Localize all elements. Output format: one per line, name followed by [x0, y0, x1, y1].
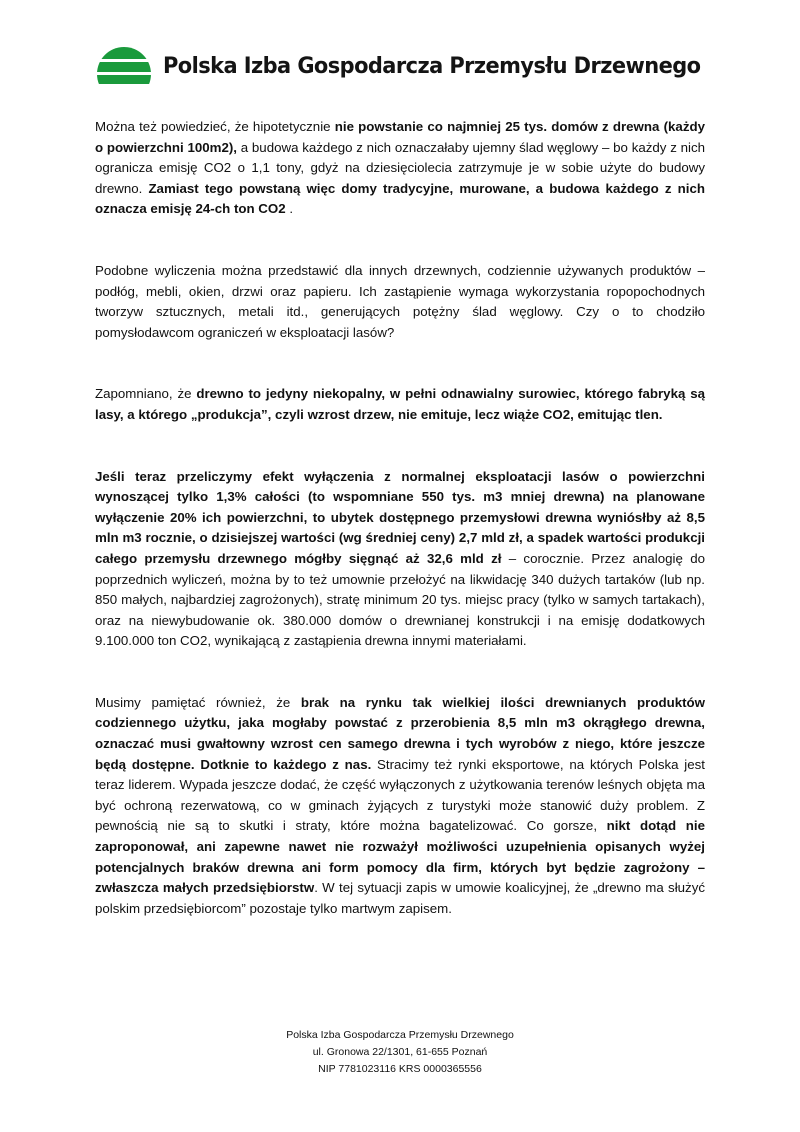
chamber-logo-icon — [95, 45, 153, 89]
text-run: Musimy pamiętać również, że — [95, 694, 301, 710]
text-run: Stracimy też rynki eksportowe, na których Polska jest teraz liderem. Wypada jeszcze dodać, że część wyłączonych z użytkowania terenów leśnych objęta ma być ochroną rezerwatową, co w gminach żyjących z turystyki może stanowić duży problem. Z pewnością nie są to skutki i straty, które można bagatelizować. Co gorsze, — [95, 756, 705, 834]
footer-address: ul. Gronowa 22/1301, 61-655 Poznań — [312, 1046, 488, 1058]
paragraph — [95, 384, 705, 425]
bold-text-run: Jeśli teraz przeliczymy efekt wyłączenia z normalnej eksploatacji lasów o powierzchni wynoszącej tylko 1,3% całości (to wspomniane 550 tys. m3 mniej drewna) na planowane wyłączenie 20% ich powierzchni, to ubytek dostępnego przemysłowi drewna wyniósłby aż 8,5 mln m3 rocznie, o dzisiejszej wartości (wg średniej ceny) 2,7 mld zł, a spadek wartości produkcji całego przemysłu drzewnego mógłby sięgnąć aż 32,6 mld zł — [95, 468, 705, 566]
text-run: Można też powiedzieć, że hipotetycznie — [95, 119, 335, 134]
bold-text-run: brak na rynku tak wielkiej ilości drewnianych produktów codziennego użytku, jaka mogłaby powstać z przerobienia 8,5 mln m3 okrągłego drewna, oznaczać musi gwałtowny wzrost cen samego drewna i tych wyrobów z niego, które jeszcze będą dostępne. Dotknie to każdego z nas. — [95, 694, 705, 772]
text-run: a budowa każdego z nich oznaczałaby ujemny ślad węglowy – bo każdy z nich ogranicza emisję CO2 o 1,1 tony, gdyż na dziesięciolecia zatrzymuje je w sobie użyte do budowy drewno. — [95, 139, 705, 196]
footer-registry: NIP 7781023116 KRS 0000365556 — [318, 1063, 482, 1075]
bold-text-run: nie powstanie co najmniej 25 tys. domów z drewna (każdy o powierzchni 100m2), — [95, 119, 705, 155]
document-body — [95, 117, 705, 919]
organization-name: Polska Izba Gospodarcza Przemysłu Drzewnego — [163, 53, 701, 79]
bold-text-run: Zamiast tego powstaną więc domy tradycyjne, murowane, a budowa każdego z nich oznacza emisję 24-ch ton CO2 — [95, 180, 705, 217]
page-footer — [0, 1027, 800, 1078]
text-run: Zapomniano, że — [95, 386, 197, 402]
paragraph — [95, 467, 705, 652]
bold-text-run: nikt dotąd nie zaproponował, ani zapewne nawet nie rozważył możliwości uzupełnienia opisanych wyżej potencjalnych braków drewna ani form pomocy dla firm, których byt będzie zagrożony – zwłaszcza małych przedsiębiorstw — [95, 818, 705, 896]
footer-org-name: Polska Izba Gospodarcza Przemysłu Drzewnego — [286, 1029, 514, 1041]
text-run: Podobne wyliczenia można przedstawić dla innych drzewnych, codziennie używanych produktów – podłóg, mebli, okien, drzwi oraz papieru. Ich zastąpienie wymaga wykorzystania ropopochodnych tworzyw sztucznych, metali itd., generujących potężny ślad węglowy. Czy o to chodziło pomysłodawcom ograniczeń w eksploatacji lasów? — [95, 262, 705, 340]
text-run: . — [285, 201, 294, 217]
paragraph — [95, 117, 705, 220]
text-run: – corocznie. Przez analogię do poprzednich wyliczeń, można by to też umownie przełożyć na likwidację 340 dużych tartaków (lub np. 850 małych, najbardziej zagrożonych), stratę minimum 20 tys. miejsc pracy (tylko w samych tartakach), oraz na niewybudowanie ok. 380.000 domów o drewnianej konstrukcji i na emisję dodatkowych 9.100.000 ton CO2, wynikającą z zastąpienia drewna innymi materiałami. — [95, 550, 705, 649]
bold-text-run: drewno to jedyny niekopalny, w pełni odnawialny surowiec, którego fabryką są lasy, a którego „produkcja”, czyli wzrost drzew, nie emituje, lecz wiąże CO2, emitując tlen. — [95, 386, 706, 422]
text-run: . W tej sytuacji zapis w umowie koalicyjnej, że „drewno ma służyć polskim przedsiębiorcom” pozostaje tylko martwym zapisem. — [95, 880, 705, 916]
letterhead — [95, 45, 715, 95]
paragraph — [95, 693, 705, 920]
paragraph — [95, 261, 705, 343]
